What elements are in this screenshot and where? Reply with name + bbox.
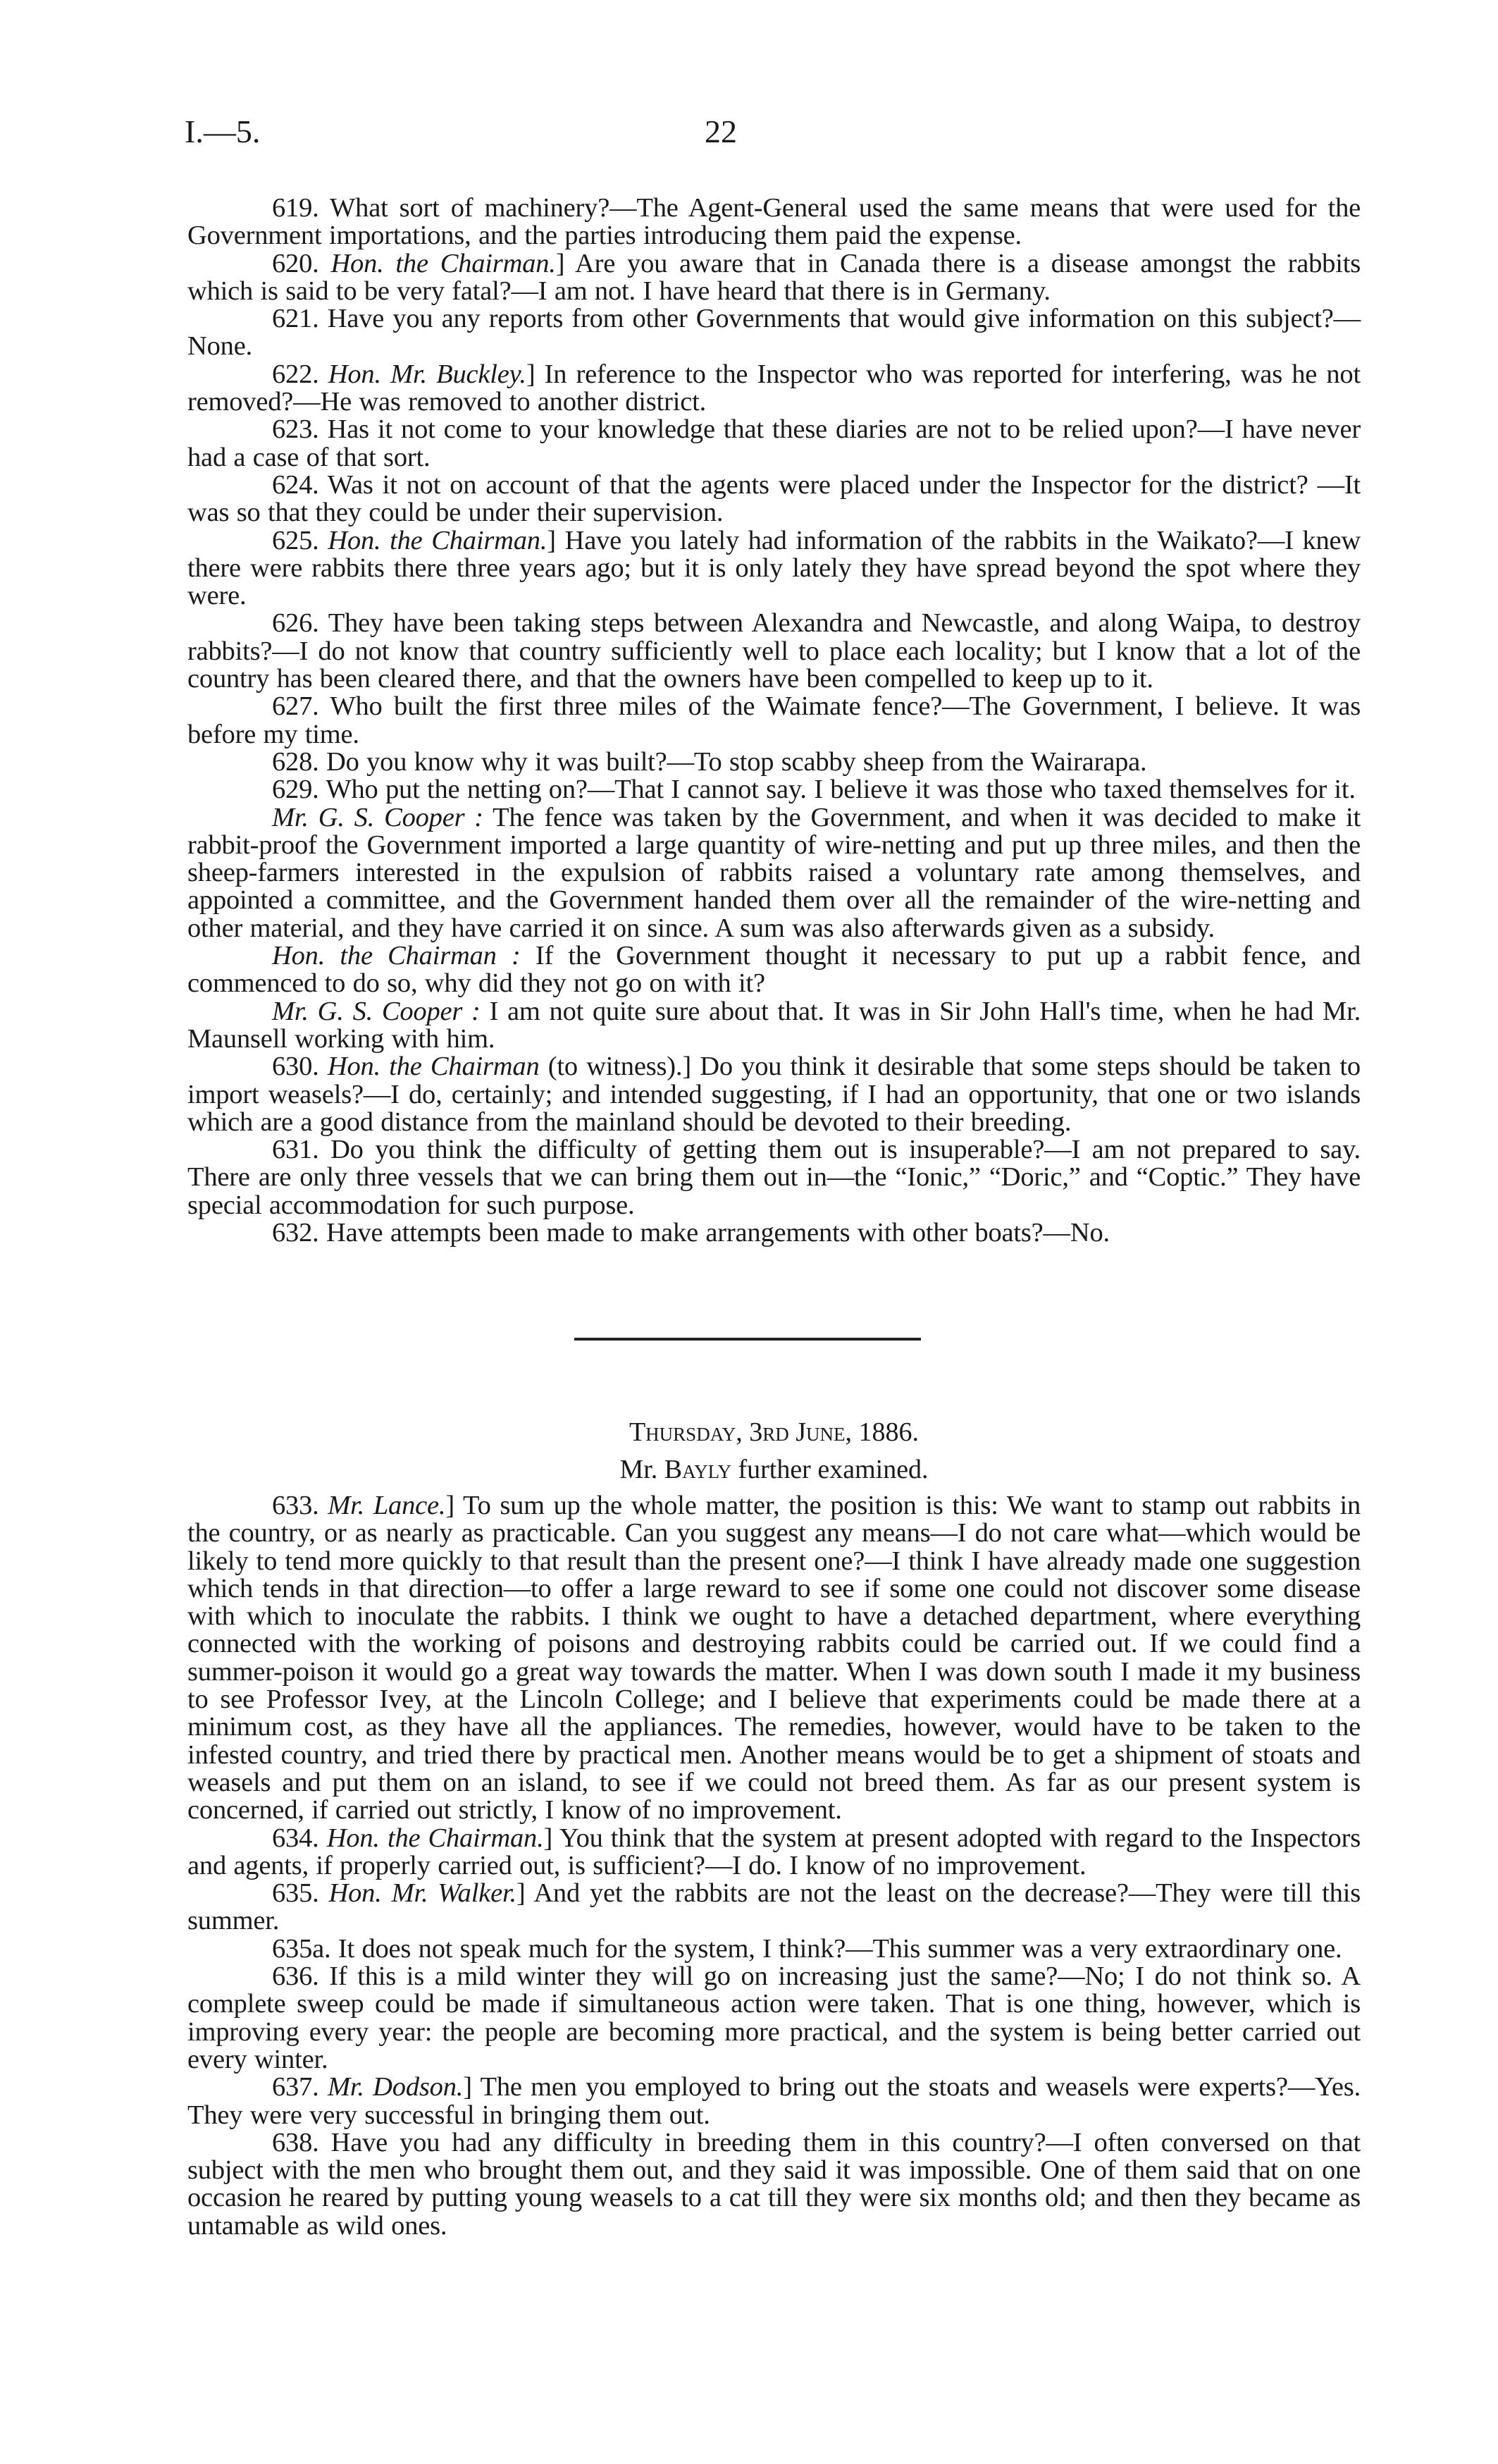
question-number: 637.: [272, 2072, 319, 2102]
question-number: 629.: [272, 775, 319, 805]
question-paragraph: [187, 1492, 1361, 1825]
question-number: 622.: [272, 359, 319, 389]
speaker-name: Hon. the Chairman: [327, 1052, 540, 1082]
question-paragraph: [187, 2074, 1361, 2129]
question-number: 621.: [272, 304, 319, 334]
question-number: 635a.: [272, 1933, 331, 1964]
question-number: 631.: [272, 1135, 319, 1165]
witness-heading: [187, 1454, 1361, 1485]
paragraph-text: Have you any reports from other Governments that would give information on this subject?—None.: [187, 304, 1361, 362]
question-number: 633.: [272, 1491, 319, 1520]
question-number: 632.: [272, 1217, 319, 1248]
paragraph-text: ] In reference to the Inspector who was reported for interfering, was he not removed?—He was removed to another district.: [187, 359, 1361, 417]
section-divider: [574, 1338, 921, 1341]
speaker-name: Mr. Lance.: [328, 1491, 446, 1520]
question-paragraph: [187, 361, 1361, 417]
question-number: 638.: [272, 2127, 319, 2157]
question-number: 619.: [272, 193, 319, 223]
paragraph-text: Have attempts been made to make arrangements with other boats?—No.: [326, 1217, 1110, 1248]
session-date: Thursday, 3rd June, 1886.: [629, 1417, 920, 1447]
question-paragraph: [187, 1053, 1361, 1136]
paragraph-text: Do you think the difficulty of getting them out is insuperable?—I am not prepared to say. There are only three vessels that we can bring them out in—the “Ionic,” “Doric,” and “Coptic.” They have special accommodation for such purpose.: [187, 1135, 1361, 1220]
paragraph-text: Who built the first three miles of the Waimate fence?—The Government, I believe. It was before my time.: [187, 691, 1361, 749]
speaker-name: Hon. Mr. Walker.: [328, 1878, 516, 1909]
question-paragraph: [187, 998, 1361, 1054]
question-paragraph: [187, 693, 1361, 749]
speaker-name: Mr. G. S. Cooper :: [272, 802, 483, 832]
question-number: 620.: [272, 248, 319, 278]
paragraph-text: ] Are you aware that in Canada there is a disease amongst the rabbits which is said to be very fatal?—I am not. I have heard that there is in Germany.: [187, 248, 1361, 306]
evidence-block-1: [187, 195, 1361, 1247]
question-number: 636.: [272, 1961, 319, 1992]
speaker-name: Mr. G. S. Cooper :: [272, 996, 481, 1026]
speaker-name: Hon. the Chairman.: [326, 1823, 544, 1853]
question-paragraph: [187, 804, 1361, 942]
speaker-name: Hon. Mr. Buckley.: [328, 359, 526, 389]
question-paragraph: [187, 1825, 1361, 1880]
witness-suffix: further examined.: [731, 1455, 929, 1484]
paragraph-text: If this is a mild winter they will go on increasing just the same?—No; I do not think so. A complete sweep could be made if simultaneous action were taken. That is one thing, however, which is improving every year: the people are becoming more practical, and the system is being better carried out every winter.: [187, 1961, 1361, 2074]
question-paragraph: [187, 305, 1361, 361]
witness-name: Bayly: [664, 1455, 731, 1484]
paragraph-text: If the Government thought it necessary to put up a rabbit fence, and commenced to do so, why did they not go on with it?: [187, 941, 1361, 999]
question-number: 624.: [272, 469, 319, 500]
question-paragraph: [187, 1963, 1361, 2074]
paragraph-text: The fence was taken by the Government, and when it was decided to make it rabbit-proof the Government imported a large quantity of wire-netting and put up three miles, and then the sheep-farmers interested in the expulsion of rabbits raised a voluntary rate among themselves, and appointed a committee, and the Government handed them over all the remainder of the wire-netting and other material, and they have carried it on since. A sum was also afterwards given as a subsidy.: [187, 802, 1361, 943]
question-paragraph: [187, 416, 1361, 472]
evidence-block-2: [187, 1492, 1361, 2240]
question-paragraph: [187, 250, 1361, 306]
question-number: 626.: [272, 608, 319, 639]
speaker-name: Hon. the Chairman :: [272, 941, 521, 971]
question-paragraph: [187, 195, 1361, 250]
paragraph-text: They have been taking steps between Alexandra and Newcastle, and along Waipa, to destroy rabbits?—I do not know that country sufficiently well to place each locality; but I know that a lot of the country has been cleared there, and that the owners have been compelled to keep up to it.: [187, 608, 1361, 694]
page-number: 22: [705, 113, 737, 149]
question-paragraph: [187, 776, 1361, 803]
question-paragraph: [187, 1136, 1361, 1219]
question-number: 635.: [272, 1878, 319, 1909]
question-number: 628.: [272, 746, 319, 777]
paragraph-text: Do you know why it was built?—To stop scabby sheep from the Wairarapa.: [326, 746, 1147, 777]
paragraph-text: Have you had any difficulty in breeding them in this country?—I often conversed on that subject with the men who brought them out, and they said it was impossible. One of them said that on one occasion he reared by putting young weasels to a cat till they were six months old; and then they became as untamable as wild ones.: [187, 2127, 1361, 2241]
question-paragraph: [187, 610, 1361, 693]
question-paragraph: [187, 1880, 1361, 1935]
speaker-name: Hon. the Chairman.: [328, 525, 547, 555]
paragraph-text: Has it not come to your knowledge that these diaries are not to be relied upon?—I have never had a case of that sort.: [187, 414, 1361, 472]
question-paragraph: [187, 1219, 1361, 1247]
question-paragraph: [187, 746, 1361, 777]
question-number: 634.: [272, 1823, 319, 1853]
paragraph-text: It does not speak much for the system, I think?—This summer was a very extraordinary one.: [338, 1933, 1342, 1964]
question-paragraph: [187, 2129, 1361, 2240]
document-reference: I.—5.: [185, 113, 261, 149]
question-paragraph: [187, 469, 1361, 528]
speaker-name: Mr. Dodson.: [327, 2072, 464, 2102]
speaker-name: Hon. the Chairman.: [330, 248, 556, 278]
question-number: 627.: [272, 691, 319, 722]
question-number: 625.: [272, 525, 319, 555]
question-number: 630.: [272, 1052, 319, 1082]
paragraph-text: Who put the netting on?—That I cannot say. I believe it was those who taxed themselves for it.: [326, 775, 1356, 805]
paragraph-text: ] You think that the system at present adopted with regard to the Inspectors and agents, if properly carried out, is sufficient?—I do. I know of no improvement.: [187, 1823, 1361, 1880]
paragraph-text: I am not quite sure about that. It was in Sir John Hall's time, when he had Mr. Maunsell working with him.: [187, 996, 1361, 1054]
paragraph-text: (to witness).] Do you think it desirable that some steps should be taken to import weasels?—I do, certainly; and intended suggesting, if I had an opportunity, that one or two islands which are a good distance from the mainland should be devoted to their breeding.: [187, 1052, 1361, 1137]
question-paragraph: [187, 527, 1361, 610]
paragraph-text: ] And yet the rabbits are not the least on the decrease?—They were till this summer.: [187, 1878, 1361, 1936]
paragraph-text: ] The men you employed to bring out the stoats and weasels were experts?—Yes. They were very successful in bringing them out.: [187, 2072, 1361, 2130]
question-paragraph: [187, 942, 1361, 998]
paragraph-text: Was it not on account of that the agents were placed under the Inspector for the district? —It was so that they could be under their supervision.: [187, 469, 1361, 528]
witness-prefix: Mr.: [619, 1455, 664, 1484]
paragraph-text: What sort of machinery?—The Agent-General used the same means that were used for the Government importations, and the parties introducing them paid the expense.: [187, 193, 1361, 251]
question-number: 623.: [272, 414, 319, 445]
question-paragraph: [187, 1935, 1361, 1963]
paragraph-text: ] To sum up the whole matter, the position is this: We want to stamp out rabbits in the country, or as nearly as practicable. Can you suggest any means—I do not care what—which would be likely to tend more quickly to that result than the present one?—I think I have already made one suggestion which tends in that direction—to offer a large reward to see if some one could not discover some disease with which to inoculate the rabbits. I think we ought to have a detached department, where everything connected with the working of poisons and destroying rabbits could be carried out. If we could find a summer-poison it would go a great way towards the matter. When I was down south I made it my business to see Professor Ivey, at the Lincoln College; and I believe that experiments could be made there at a minimum cost, as they have all the appliances. The remedies, however, would have to be taken to the infested country, and tried there by practical men. Another means would be to get a shipment of stoats and weasels and put them on an island, to see if we could not breed them. As far as our present system is concerned, if carried out strictly, I know of no improvement.: [187, 1491, 1361, 1825]
paragraph-text: ] Have you lately had information of the rabbits in the Waikato?—I knew there were rabbits there three years ago; but it is only lately they have spread beyond the spot where they were.: [187, 525, 1361, 611]
